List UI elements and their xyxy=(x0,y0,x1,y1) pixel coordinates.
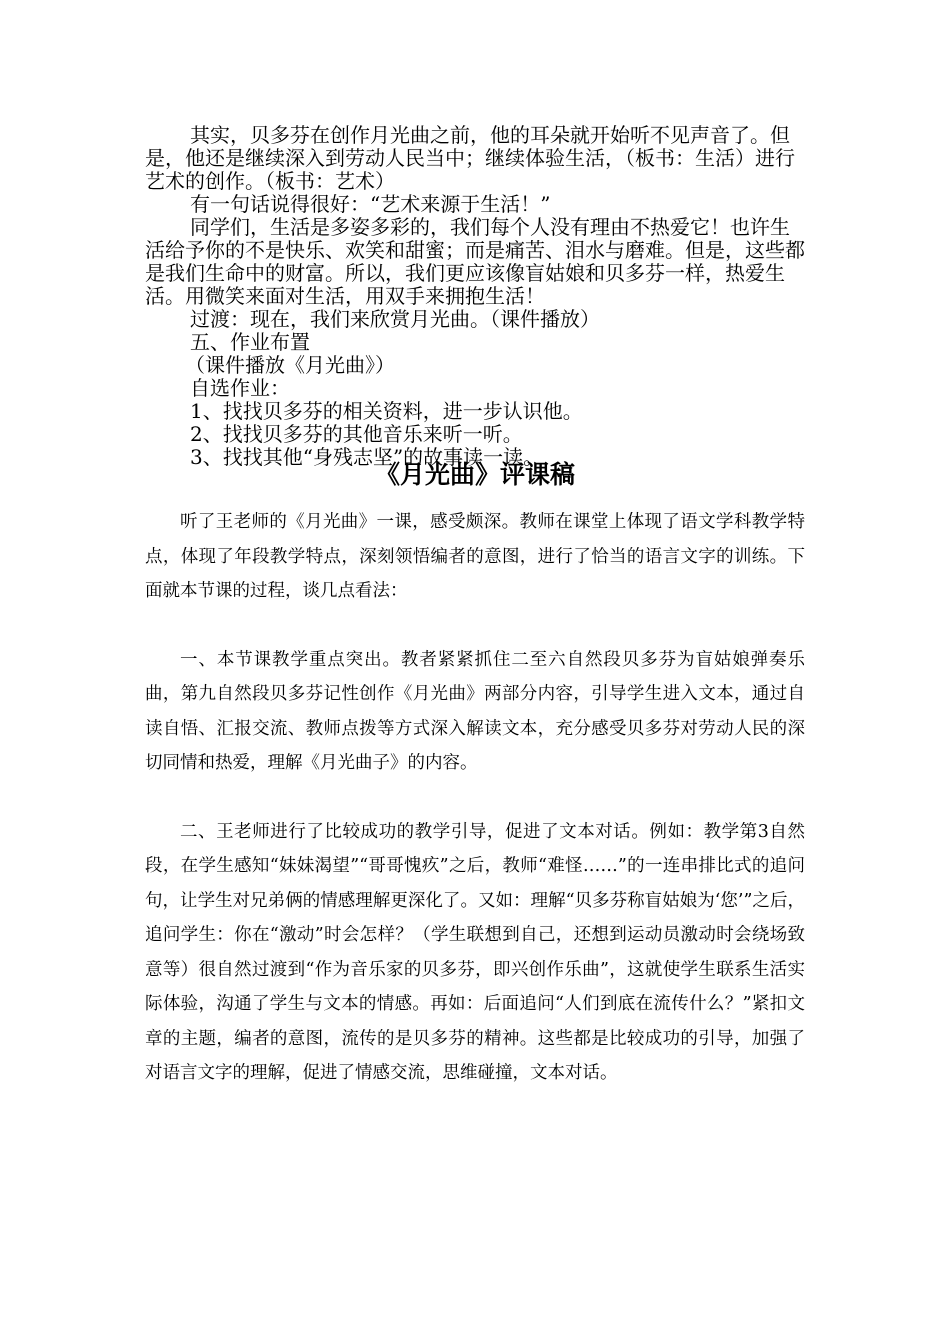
lesson-plan-section xyxy=(145,124,805,469)
review-title: 《月光曲》评课稿 xyxy=(374,460,575,489)
homework-task: 2、找找贝多芬的其他音乐来听一听。 xyxy=(190,422,523,446)
paragraph-composition: 其实，贝多芬在创作月光曲之前，他的耳朵就开始听不见声音了。但是，他还是继续深入到劳动人民当中；继续体验生活，（板书：生活）进行艺术的创作。（板书：艺术） xyxy=(145,123,795,193)
review-body xyxy=(145,505,805,1091)
optional-homework-label: 自选作业： xyxy=(190,376,290,400)
review-point-1: 一、本节课教学重点突出。教者紧紧抓住二至六自然段贝多芬为盲姑娘弹奏乐曲，第九自然段贝多芬记性创作《月光曲》两部分内容，引导学生进入文本，通过自读自悟、汇报交流、教师点拨等方式深入解读文本，充分感受贝多芬对劳动人民的深切同情和热爱，理解《月光曲子》的内容。 xyxy=(145,649,805,773)
paragraph-transition: 过渡：现在，我们来欣赏月光曲。（课件播放） xyxy=(190,307,600,331)
homework-task: 3、找找其他“身残志坚”的故事读一读。 xyxy=(190,445,544,469)
paragraph-love-life: 同学们，生活是多姿多彩的，我们每个人没有理由不热爱它！也许生活给予你的不是快乐、欢笑和甜蜜；而是痛苦、泪水与磨难。但是，这些都是我们生命中的财富。所以，我们更应该像盲姑娘和贝多芬一样，热爱生活。用微笑来面对生活，用双手来拥抱生活！ xyxy=(145,215,805,308)
courseware-note: （课件播放《月光曲》） xyxy=(185,353,395,377)
review-intro: 听了王老师的《月光曲》一课，感受颇深。教师在课堂上体现了语文学科教学特点，体现了年段教学特点，深刻领悟编者的意图，进行了恰当的语言文字的训练。下面就本节课的过程，谈几点看法： xyxy=(145,512,805,601)
paragraph-quote: 有一句话说得很好：“艺术来源于生活！” xyxy=(190,192,551,216)
homework-task: 1、找找贝多芬的相关资料，进一步认识他。 xyxy=(190,399,583,423)
section-heading-homework: 五、作业布置 xyxy=(190,330,310,354)
review-point-2: 二、王老师进行了比较成功的教学引导，促进了文本对话。例如：教学第3自然段，在学生感知“妹妹渴望”“哥哥愧疚”之后，教师“难怪……”的一连串排比式的追问句，让学生对兄弟俩的情感理解更深化了。又如：理解“贝多芬称盲姑娘为‘您’”之后，追问学生：你在“激动”时会怎样？（学生联想到自己，还想到运动员激动时会绕场致意等）很自然过渡到“作为音乐家的贝多芬，即兴创作乐曲”，这就使学生联系生活实际体验，沟通了学生与文本的情感。再如：后面追问“人们到底在流传什么？”紧扣文章的主题，编者的意图，流传的是贝多芬的精神。这些都是比较成功的引导，加强了对语言文字的理解，促进了情感交流，思维碰撞，文本对话。 xyxy=(145,821,805,1083)
